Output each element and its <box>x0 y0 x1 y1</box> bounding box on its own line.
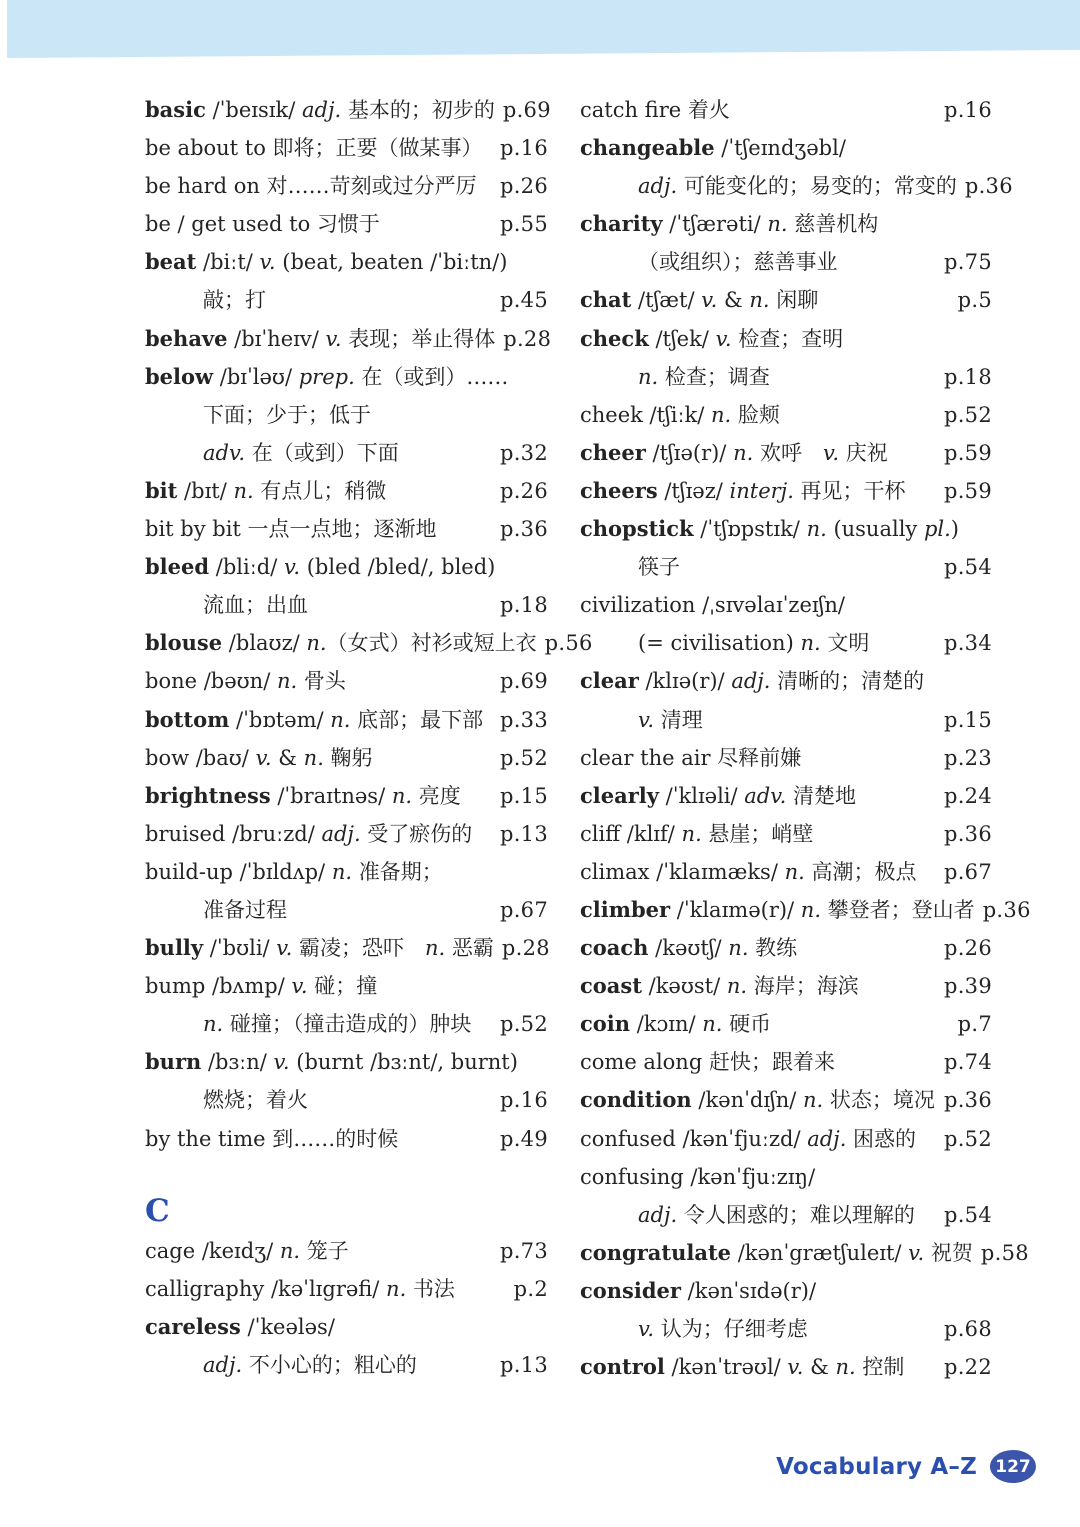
vocab-entry-careless <box>145 1308 548 1384</box>
page-ref: p.22 <box>943 1355 992 1380</box>
vocab-entry-bow <box>145 739 548 777</box>
entry-line <box>145 320 552 358</box>
page-ref: p.15 <box>943 707 992 732</box>
page-ref: p.28 <box>501 936 550 961</box>
entry-text: clear the air 尽释前嫌 <box>580 745 802 770</box>
page-ref: p.59 <box>943 440 992 465</box>
entry-line <box>580 1120 992 1158</box>
page-ref: p.18 <box>499 593 548 618</box>
entry-text: chopstick /ˈtʃɒpstɪk/ n. (usually pl.) <box>580 516 959 542</box>
page-number-badge: 127 <box>990 1450 1036 1483</box>
vocab-entry-bleed <box>145 548 548 624</box>
entry-line <box>580 701 992 739</box>
entry-line <box>145 1346 548 1384</box>
page-ref: p.36 <box>499 517 548 542</box>
vocab-entry-bruised <box>145 815 548 853</box>
page-ref: p.13 <box>499 1352 548 1377</box>
page-ref: p.55 <box>499 212 548 237</box>
entry-line <box>580 1234 1029 1272</box>
page-ref: p.2 <box>513 1276 548 1301</box>
page-ref: p.52 <box>499 745 548 770</box>
entry-line <box>580 472 992 510</box>
entry-text: condition /kənˈdɪʃn/ n. 状态；境况 <box>580 1087 935 1113</box>
vocab-entry-by-the-time <box>145 1120 548 1158</box>
vocab-entry-bully <box>145 929 548 967</box>
page-ref: p.32 <box>499 440 548 465</box>
entry-line <box>580 320 992 358</box>
entry-text: bow /baʊ/ v. & n. 鞠躬 <box>145 745 373 770</box>
entry-line <box>145 853 548 891</box>
vocab-entry-cheer <box>580 434 992 472</box>
vocab-entry-climax <box>580 853 992 891</box>
vocab-entry-congratulate <box>580 1234 1029 1272</box>
entry-text: chat /tʃæt/ v. & n. 闲聊 <box>580 287 819 313</box>
vocab-entry-be-hard-on <box>145 167 548 205</box>
vocab-entry-bit <box>145 472 548 510</box>
entry-line <box>580 1081 992 1119</box>
vocab-entry-come-along <box>580 1043 992 1081</box>
entry-text: bump /bʌmp/ v. 碰；撞 <box>145 974 378 999</box>
entry-text: cliff /klɪf/ n. 悬崖；峭壁 <box>580 821 814 846</box>
entry-line <box>145 548 548 586</box>
vocab-entry-be-about-to <box>145 129 548 167</box>
entry-line <box>580 1043 992 1081</box>
page-ref: p.73 <box>499 1238 548 1263</box>
page-ref: p.54 <box>943 1202 992 1227</box>
entry-line <box>145 1081 548 1119</box>
entry-text: congratulate /kənˈgrætʃuleɪt/ v. 祝贺 <box>580 1239 973 1265</box>
vocab-entry-coach <box>580 929 992 967</box>
entry-line <box>580 396 992 434</box>
entry-line <box>580 815 992 853</box>
vocab-entry-blouse <box>145 624 593 662</box>
vocab-entry-chat <box>580 281 992 319</box>
right-column <box>580 91 1031 1386</box>
page-ref: p.67 <box>943 859 992 884</box>
page-ref: p.36 <box>964 174 1013 199</box>
page-ref: p.36 <box>943 1088 992 1113</box>
entry-line <box>145 1308 548 1346</box>
entry-text: catch fire 着火 <box>580 98 730 122</box>
entry-line <box>145 777 548 815</box>
entry-text: adj. 可能变化的；易变的；常变的 <box>638 174 957 199</box>
entry-text: adv. 在（或到）下面 <box>203 440 399 465</box>
entry-line <box>580 548 992 586</box>
entry-text: bleed /bliːd/ v. (bled /bled/, bled) <box>145 554 496 580</box>
vocab-entry-coin <box>580 1005 992 1043</box>
vocab-entry-be-get-used-to <box>145 205 548 243</box>
entry-text: be / get used to 习惯于 <box>145 212 380 237</box>
entry-text: cheer /tʃɪə(r)/ n. 欢呼 v. 庆祝 <box>580 439 888 465</box>
vocab-entry-beat <box>145 243 548 319</box>
vocab-entry-cheers <box>580 472 992 510</box>
page-ref: p.75 <box>943 250 992 275</box>
entry-line <box>580 853 992 891</box>
entry-line <box>145 472 548 510</box>
entry-text: climber /ˈklaɪmə(r)/ n. 攀登者；登山者 <box>580 896 975 922</box>
vocab-entry-bump <box>145 967 548 1043</box>
header-band <box>7 0 1080 58</box>
entry-text: cage /keɪdʒ/ n. 笼子 <box>145 1238 349 1263</box>
entry-text: check /tʃek/ v. 检查；查明 <box>580 325 844 351</box>
entry-line <box>145 91 551 129</box>
entry-text: basic /ˈbeɪsɪk/ adj. 基本的；初步的 <box>145 97 495 122</box>
vocab-entry-behave <box>145 320 552 358</box>
page-ref: p.28 <box>503 326 552 351</box>
entry-text: be hard on 对……苛刻或过分严厉 <box>145 174 477 199</box>
vocab-entry-confusing <box>580 1158 992 1234</box>
vocab-entry-bottom <box>145 701 548 739</box>
entry-line <box>145 891 548 929</box>
entry-line <box>145 129 548 167</box>
vocab-entry-climber <box>580 891 1031 929</box>
entry-line <box>145 1232 548 1270</box>
entry-text: 筷子 <box>638 555 680 580</box>
entry-line <box>580 929 992 967</box>
entry-line <box>145 815 548 853</box>
page-ref: p.52 <box>943 1126 992 1151</box>
entry-line <box>145 167 548 205</box>
entry-text: （或组织）；慈善事业 <box>638 250 838 275</box>
entry-text: build-up /ˈbɪldʌp/ n. 准备期； <box>145 859 443 884</box>
vocab-entry-condition <box>580 1081 992 1119</box>
entry-line <box>145 929 548 967</box>
page-ref: p.52 <box>943 402 992 427</box>
entry-line <box>145 396 548 434</box>
page-ref: p.26 <box>943 936 992 961</box>
vocab-entry-brightness <box>145 777 548 815</box>
entry-text: bit by bit 一点一点地；逐渐地 <box>145 517 437 542</box>
entry-line <box>580 1348 992 1386</box>
footer-section-label: Vocabulary A–Z <box>776 1453 977 1480</box>
vocab-entry-coast <box>580 967 992 1005</box>
entry-text: 燃烧；着火 <box>203 1088 308 1113</box>
page-ref: p.18 <box>943 364 992 389</box>
vocab-entry-cage <box>145 1232 548 1270</box>
entry-line <box>580 167 1013 205</box>
entry-line <box>145 586 548 624</box>
entry-text: brightness /ˈbraɪtnəs/ n. 亮度 <box>145 782 461 808</box>
page-ref: p.67 <box>499 897 548 922</box>
page-ref: p.52 <box>499 1012 548 1037</box>
page-ref: p.24 <box>943 783 992 808</box>
page-ref: p.16 <box>499 136 548 161</box>
entry-line <box>580 129 992 167</box>
page-ref: p.5 <box>957 288 992 313</box>
page-ref: p.69 <box>499 669 548 694</box>
entry-line <box>145 739 548 777</box>
entry-text: clearly /ˈklɪəli/ adv. 清楚地 <box>580 782 856 808</box>
entry-text: confusing /kənˈfjuːzɪŋ/ <box>580 1164 816 1189</box>
section-letter-C: C <box>145 1192 170 1229</box>
entry-text: v. 清理 <box>638 707 703 732</box>
vocab-entry-charity <box>580 205 992 281</box>
page-ref: p.49 <box>499 1126 548 1151</box>
entry-line <box>580 243 992 281</box>
entry-line <box>580 1310 992 1348</box>
entry-text: behave /bɪˈheɪv/ v. 表现；举止得体 <box>145 325 496 351</box>
entry-line <box>145 281 548 319</box>
left-column <box>145 91 593 1384</box>
page-ref: p.33 <box>499 707 548 732</box>
entry-line <box>580 739 992 777</box>
entry-text: clear /klɪə(r)/ adj. 清晰的；清楚的 <box>580 668 925 694</box>
page-ref: p.54 <box>943 555 992 580</box>
entry-line <box>145 358 548 396</box>
entry-text: charity /ˈtʃærəti/ n. 慈善机构 <box>580 211 879 237</box>
vocab-entry-confused <box>580 1120 992 1158</box>
entry-text: control /kənˈtrəʊl/ v. & n. 控制 <box>580 1354 905 1380</box>
page-ref: p.45 <box>499 288 548 313</box>
entry-text: beat /biːt/ v. (beat, beaten /ˈbiːtn/) <box>145 249 508 275</box>
vocab-entry-check <box>580 320 992 396</box>
vocab-entry-control <box>580 1348 992 1386</box>
entry-text: 敲；打 <box>203 288 266 313</box>
entry-text: adj. 不小心的；粗心的 <box>203 1352 417 1377</box>
vocab-entry-civilization <box>580 586 992 662</box>
entry-text: bottom /ˈbɒtəm/ n. 底部；最下部 <box>145 706 484 732</box>
entry-text: 流血；出血 <box>203 593 308 618</box>
entry-text: cheek /tʃiːk/ n. 脸颊 <box>580 402 780 427</box>
page-ref: p.13 <box>499 821 548 846</box>
page-ref: p.36 <box>982 897 1031 922</box>
entry-line <box>580 1196 992 1234</box>
entry-text: coach /kəʊtʃ/ n. 教练 <box>580 935 798 961</box>
entry-line <box>145 510 548 548</box>
entry-line <box>580 1158 992 1196</box>
vocab-entry-calligraphy <box>145 1270 548 1308</box>
vocab-entry-bone <box>145 662 548 700</box>
entry-line <box>145 1005 548 1043</box>
page-ref: p.16 <box>943 98 992 122</box>
page-ref: p.16 <box>499 1088 548 1113</box>
page-ref: p.74 <box>943 1050 992 1075</box>
vocab-entry-burn <box>145 1043 548 1119</box>
entry-text: n. 碰撞；（撞击造成的）肿块 <box>203 1012 472 1037</box>
entry-line <box>580 281 992 319</box>
entry-text: v. 认为；仔细考虑 <box>638 1317 808 1341</box>
entry-line <box>145 1270 548 1308</box>
vocab-entry-changeable <box>580 129 1013 205</box>
page-ref: p.34 <box>943 631 992 656</box>
entry-text: careless /ˈkeələs/ <box>145 1313 335 1339</box>
page-ref: p.56 <box>544 631 593 656</box>
entry-text: changeable /ˈtʃeɪndʒəbl/ <box>580 135 846 161</box>
entry-text: be about to 即将；正要（做某事） <box>145 136 483 161</box>
entry-text: below /bɪˈləʊ/ prep. 在（或到）…… <box>145 363 509 389</box>
entry-text: bone /bəʊn/ n. 骨头 <box>145 669 346 694</box>
page-footer <box>776 1450 1036 1483</box>
entry-text: bully /ˈbʊli/ v. 霸凌；恐吓 n. 恶霸 <box>145 935 494 961</box>
entry-line <box>580 662 992 700</box>
page-ref: p.26 <box>499 478 548 503</box>
entry-text: calligraphy /kəˈlɪgrəfi/ n. 书法 <box>145 1276 455 1301</box>
entry-text: 下面；少于；低于 <box>203 402 371 427</box>
vocab-entry-below <box>145 358 548 472</box>
vocab-entry-consider <box>580 1272 992 1348</box>
entry-text: by the time 到……的时候 <box>145 1126 399 1151</box>
entry-line <box>145 205 548 243</box>
vocab-entry-clearly <box>580 777 992 815</box>
entry-text: coast /kəʊst/ n. 海岸；海滨 <box>580 973 859 999</box>
entry-line <box>580 1005 992 1043</box>
entry-line <box>580 891 1031 929</box>
vocab-entry-chopstick <box>580 510 992 586</box>
vocab-entry-catch-fire <box>580 91 992 129</box>
entry-text: adj. 令人困惑的；难以理解的 <box>638 1202 915 1227</box>
entry-text: consider /kənˈsɪdə(r)/ <box>580 1277 817 1303</box>
vocab-entry-bit-by-bit <box>145 510 548 548</box>
entry-line <box>580 1272 992 1310</box>
entry-text: bit /bɪt/ n. 有点儿；稍微 <box>145 477 387 503</box>
entry-text: 准备过程 <box>203 897 287 922</box>
entry-line <box>580 967 992 1005</box>
entry-line <box>580 777 992 815</box>
page-ref: p.23 <box>943 745 992 770</box>
entry-line <box>145 434 548 472</box>
page-ref: p.15 <box>499 783 548 808</box>
entry-text: cheers /tʃɪəz/ interj. 再见；干杯 <box>580 477 906 503</box>
entry-text: (= civilisation) n. 文明 <box>638 631 870 656</box>
vocab-entry-build-up <box>145 853 548 929</box>
entry-line <box>145 662 548 700</box>
entry-line <box>580 586 992 624</box>
entry-line <box>580 434 992 472</box>
entry-line <box>580 358 992 396</box>
page-ref: p.36 <box>943 821 992 846</box>
entry-line <box>145 701 548 739</box>
entry-text: civilization /ˌsɪvəlaɪˈzeɪʃn/ <box>580 593 845 618</box>
page-ref: p.7 <box>957 1012 992 1037</box>
page-ref: p.58 <box>980 1240 1029 1265</box>
entry-line <box>145 967 548 1005</box>
entry-text: blouse /blaʊz/ n.（女式）衬衫或短上衣 <box>145 630 537 656</box>
entry-line <box>580 205 992 243</box>
vocab-entry-basic <box>145 91 551 129</box>
entry-line <box>580 624 992 662</box>
entry-text: climax /ˈklaɪmæks/ n. 高潮；极点 <box>580 859 917 884</box>
entry-line <box>145 243 548 281</box>
entry-line <box>580 510 992 548</box>
page-ref: p.69 <box>502 98 551 122</box>
entry-text: come along 赶快；跟着来 <box>580 1050 835 1075</box>
entry-text: bruised /bruːzd/ adj. 受了瘀伤的 <box>145 821 473 846</box>
entry-text: burn /bɜːn/ v. (burnt /bɜːnt/, burnt) <box>145 1049 518 1075</box>
entry-line <box>145 1043 548 1081</box>
page-ref: p.68 <box>943 1317 992 1341</box>
entry-line <box>145 624 593 662</box>
vocab-entry-cheek <box>580 396 992 434</box>
vocab-entry-clear-the-air <box>580 739 992 777</box>
page-ref: p.39 <box>943 974 992 999</box>
entry-line <box>580 91 992 129</box>
entry-text: confused /kənˈfjuːzd/ adj. 困惑的 <box>580 1126 917 1151</box>
entry-text: coin /kɔɪn/ n. 硬币 <box>580 1011 772 1037</box>
vocab-entry-cliff <box>580 815 992 853</box>
vocab-entry-clear <box>580 662 992 738</box>
entry-line <box>145 1120 548 1158</box>
entry-text: n. 检查；调查 <box>638 364 770 389</box>
page-ref: p.26 <box>499 174 548 199</box>
page-ref: p.59 <box>943 478 992 503</box>
